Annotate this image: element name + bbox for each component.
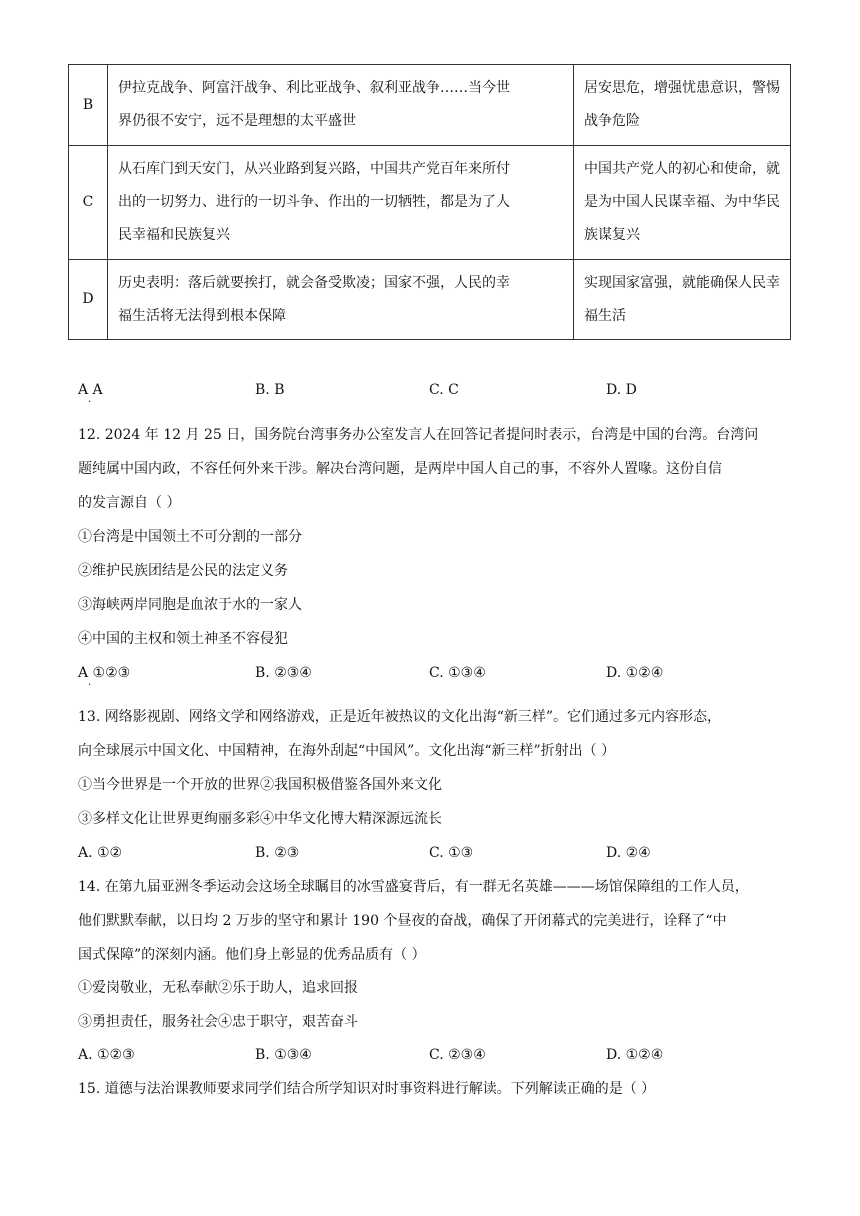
question-12-item: ④中国的主权和领土神圣不容侵犯 — [78, 631, 288, 647]
option-d[interactable]: D. ①②④ — [606, 665, 664, 681]
question-11-table — [68, 64, 791, 340]
material-line: 从石库门到天安门，从兴业路到复兴路，中国共产党百年来所付 — [118, 161, 510, 177]
table-row — [69, 260, 791, 340]
question-15-stem: 15. 道德与法治课教师要求同学们结合所学知识对时事资料进行解读。下列解读正确的是（ ） — [78, 1081, 656, 1097]
conclusion-line: 中国共产党人的初心和使命，就 — [584, 161, 780, 177]
question-14-stem: 14. 在第九届亚洲冬季运动会这场全球瞩目的冰雪盛宴背后，有一群无名英雄———场馆保障组的工作人员， — [78, 879, 749, 895]
dot-mark: · — [88, 397, 92, 408]
question-12-stem: 题纯属中国内政，不容任何外来干涉。解决台湾问题，是两岸中国人自己的事，不容外人置喙。这份自信 — [78, 461, 722, 477]
material-line: 福生活将无法得到根本保障 — [118, 307, 286, 324]
question-12-item: ③海峡两岸同胞是血浓于水的一家人 — [78, 597, 302, 613]
option-d[interactable]: D. ②④ — [606, 845, 651, 861]
conclusion-line: 是为中国人民谋幸福、为中华民 — [584, 194, 780, 210]
question-14-item: ①爱岗敬业，无私奉献②乐于助人，追求回报 — [78, 980, 358, 996]
option-c[interactable]: C. C — [429, 382, 459, 398]
conclusion-line: 战争危险 — [584, 113, 640, 129]
question-14-stem: 他们默默奉献，以日均 2 万步的坚守和累计 190 个昼夜的奋战，确保了开闭幕式的完美进行，诠释了“中 — [78, 913, 727, 929]
option-b[interactable]: B. ②③④ — [255, 665, 312, 681]
option-d[interactable]: D. ①②④ — [606, 1047, 664, 1063]
option-c[interactable]: C. ①③④ — [429, 665, 486, 681]
question-12-stem: 的发言源自（ ） — [78, 495, 181, 511]
material-line: 伊拉克战争、阿富汗战争、利比亚战争、叙利亚战争……当今世 — [118, 80, 510, 96]
row-label: D — [69, 260, 108, 340]
material-cell — [108, 65, 574, 146]
conclusion-cell — [574, 146, 791, 260]
material-line: 界仍很不安宁，远不是理想的太平盛世 — [118, 113, 356, 129]
option-b[interactable]: B. ②③ — [255, 845, 300, 861]
conclusion-line: 福生活 — [584, 307, 626, 324]
question-13-item: ①当今世界是一个开放的世界②我国积极借鉴各国外来文化 — [78, 777, 442, 793]
question-13-stem: 13. 网络影视剧、网络文学和网络游戏，正是近年被热议的文化出海“新三样”。它们通过多元内容形态， — [78, 709, 722, 725]
conclusion-line: 实现国家富强，就能确保人民幸 — [584, 274, 780, 291]
row-label: B — [69, 65, 108, 146]
conclusion-line: 居安思危，增强忧患意识，警惕 — [584, 80, 780, 96]
material-line: 历史表明：落后就要挨打，就会备受欺凌；国家不强，人民的幸 — [118, 274, 510, 291]
question-12-stem: 12. 2024 年 12 月 25 日，国务院台湾事务办公室发言人在回答记者提问时表示，台湾是中国的台湾。台湾问 — [78, 427, 759, 443]
question-14-stem: 国式保障”的深刻内涵。他们身上彰显的优秀品质有（ ） — [78, 947, 426, 963]
question-13-stem: 向全球展示中国文化、中国精神，在海外刮起“中国风”。文化出海“新三样”折射出（ ） — [78, 743, 616, 759]
question-12-item: ②维护民族团结是公民的法定义务 — [78, 563, 288, 579]
table-row — [69, 65, 791, 146]
material-line: 民幸福和民族复兴 — [118, 227, 230, 243]
option-b[interactable]: B. ①③④ — [255, 1047, 312, 1063]
material-line: 出的一切努力、进行的一切斗争、作出的一切牺牲，都是为了人 — [118, 194, 510, 210]
option-b[interactable]: B. B — [255, 382, 285, 398]
option-a[interactable]: A. ①②③ — [78, 1047, 135, 1063]
option-a[interactable]: A ①②③ — [78, 665, 131, 681]
option-c[interactable]: C. ②③④ — [429, 1047, 486, 1063]
option-a[interactable]: A. ①② — [78, 845, 123, 861]
option-d[interactable]: D. D — [606, 382, 637, 398]
material-cell — [108, 146, 574, 260]
question-13-item: ③多样文化让世界更绚丽多彩④中华文化博大精深源远流长 — [78, 811, 442, 827]
row-label: C — [69, 146, 108, 260]
option-c[interactable]: C. ①③ — [429, 845, 474, 861]
question-14-item: ③勇担责任，服务社会④忠于职守，艰苦奋斗 — [78, 1014, 358, 1030]
table-row — [69, 146, 791, 260]
option-a[interactable]: A A — [78, 382, 103, 398]
question-12-item: ①台湾是中国领土不可分割的一部分 — [78, 529, 302, 545]
conclusion-cell — [574, 260, 791, 340]
material-cell — [108, 260, 574, 340]
conclusion-line: 族谋复兴 — [584, 227, 640, 243]
conclusion-cell — [574, 65, 791, 146]
dot-mark: · — [88, 680, 92, 691]
